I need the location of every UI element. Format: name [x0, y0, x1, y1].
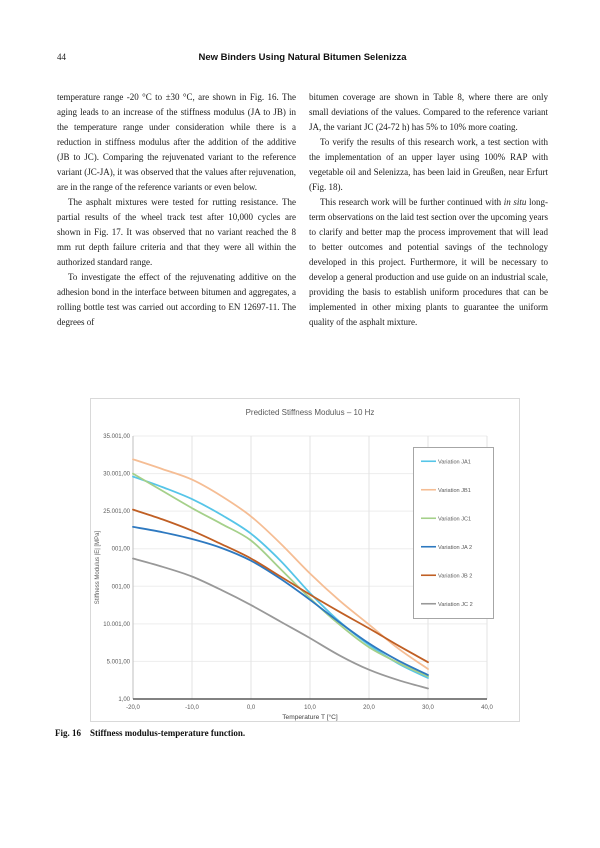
paragraph: bitumen coverage are shown in Table 8, where there are only small deviations of the values. Compared to the reference variant JA, the variant JC (24-72 h) has 5% to 10% more coating. — [309, 92, 548, 132]
y-tick-label: 1,00 — [118, 697, 130, 703]
x-tick-label: 0,0 — [246, 705, 256, 711]
right-column — [309, 90, 548, 330]
legend-label: Variation JA 2 — [438, 544, 473, 551]
x-axis-title: Temperature T [°C] — [282, 714, 338, 721]
page-number: 44 — [57, 52, 66, 62]
legend-label: Variation JB1 — [438, 487, 471, 494]
y-tick-label: 30.001,00 — [103, 471, 130, 478]
chart-title: Predicted Stiffness Modulus – 10 Hz — [245, 408, 375, 417]
legend-label: Variation JB 2 — [438, 573, 473, 580]
legend-label: Variation JC1 — [438, 516, 472, 523]
legend-label: Variation JA1 — [438, 459, 471, 466]
y-tick-label: 001,00 — [111, 546, 130, 553]
left-column — [57, 90, 296, 330]
figure-caption-text: Stiffness modulus-temperature function. — [90, 728, 246, 738]
x-tick-label: 20,0 — [363, 705, 375, 711]
y-tick-label: 35.001,00 — [103, 434, 130, 440]
x-tick-label: 30,0 — [422, 705, 434, 711]
paragraph: The asphalt mixtures were tested for rutting resistance. The partial results of the wheel track test after 10,000 cycles are shown in Fig. 17. It was observed that no variant reached the 8 mm rut depth failure criteria and that they were all within the authorized standard range. — [57, 197, 296, 267]
x-tick-label: 40,0 — [481, 705, 493, 711]
x-tick-label: -20,0 — [126, 705, 140, 711]
body-text — [57, 90, 548, 330]
x-tick-label: -10,0 — [185, 705, 199, 711]
figure-caption-label: Fig. 16 — [55, 728, 81, 738]
y-tick-label: 5.001,00 — [106, 659, 130, 666]
y-tick-label: 001,00 — [111, 584, 130, 591]
legend-label: Variation JC 2 — [438, 601, 473, 608]
x-tick-label: 10,0 — [304, 705, 316, 711]
page-header — [57, 52, 548, 66]
stiffness-chart — [90, 398, 520, 722]
paragraph: To verify the results of this research work, a test section with the implementation of an upper layer using 100% RAP with vegetable oil and Selenizza, has been laid in Greußen, near Erfurt (Fig. 18). — [309, 137, 548, 192]
legend-box — [414, 448, 494, 619]
running-title: New Binders Using Natural Bitumen Selenizza — [198, 52, 407, 63]
y-tick-label: 25.001,00 — [103, 509, 130, 516]
figure-caption — [55, 728, 245, 738]
paragraph: This research work will be further continued with in situ long-term observations on the laid test section over the upcoming years to clarify and better map the process improvement that will lead to better outcomes and potential savings of the technology developed in this project. Furthermore, it will be necessary to develop a general production and use guide on an industrial scale, providing the basis to establish uniform procedures that can be implemented in other mixing plants to guarantee the uniform quality of the asphalt mixture. — [309, 197, 548, 327]
y-tick-label: 10.001,00 — [103, 621, 130, 628]
chart-canvas — [90, 398, 520, 722]
paragraph: temperature range -20 °C to ±30 °C, are shown in Fig. 16. The aging leads to an increase of the stiffness modulus (JA to JB) in the temperature range under consideration while there is a reduction in stiffness modulus after the addition of the additive (JB to JC). Comparing the rejuvenated variant to the reference variant (JC-JA), it was observed that the values after rejuvenation, are in the range of the reference variants or even below. — [57, 92, 296, 192]
y-axis-title: Stiffness Modulus |E| [MPa] — [95, 530, 101, 605]
paragraph: To investigate the effect of the rejuvenating additive on the adhesion bond in the interface between bitumen and aggregates, a rolling bottle test was carried out according to EN 12697-11. The degrees of — [57, 272, 296, 327]
